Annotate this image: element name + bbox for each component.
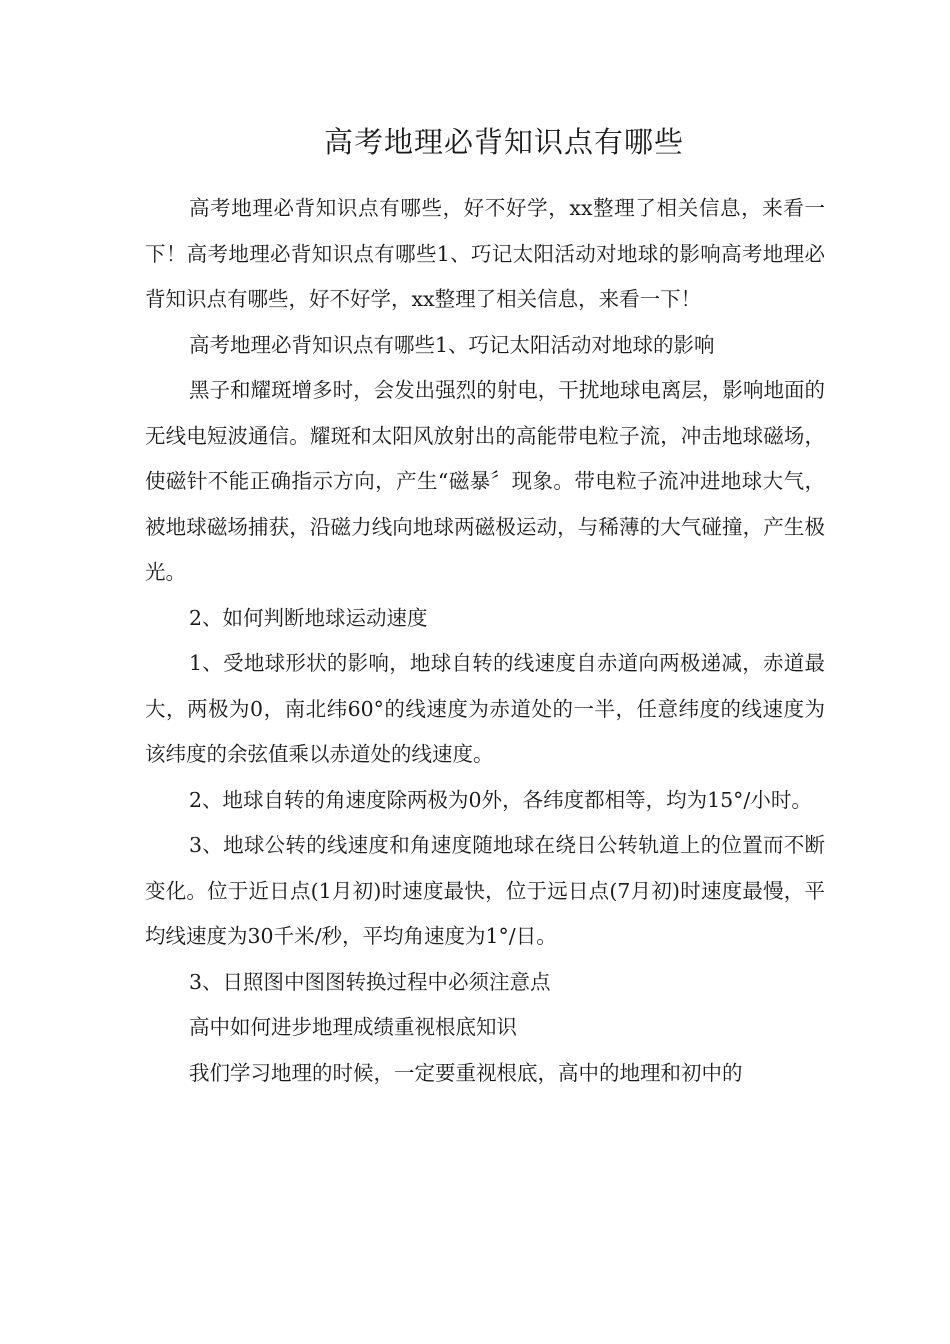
paragraph-basics-text: 我们学习地理的时候，一定要重视根底，高中的地理和初中的 bbox=[189, 1060, 743, 1085]
paragraph-subheading-basics: 高中如何进步地理成绩重视根底知识 bbox=[189, 1015, 517, 1039]
paragraph-section-3-heading: 3、日照图中图图转换过程中必须注意点 bbox=[189, 969, 551, 994]
paragraph-solar-activity: 黑子和耀斑增多时，会发出强烈的射电，干扰地球电离层，影响地面的无线电短波通信。耀斑和太阳风放射出的高能带电粒子流，冲击地球磁场，使磁针不能正确指示方向，产生“磁暴〞现象。带电粒子流冲进地球大气，被地球磁场捕获，沿磁力线向地球两磁极运动，与稀薄的大气碰撞，产生极光。 bbox=[145, 378, 825, 584]
paragraph-rotation-angular-speed: 2、地球自转的角速度除两极为0外，各纬度都相等，均为15°/小时。 bbox=[189, 787, 812, 812]
paragraph-section-1-heading: 高考地理必背知识点有哪些1、巧记太阳活动对地球的影响 bbox=[189, 332, 715, 357]
paragraph-revolution-speed: 3、地球公转的线速度和角速度随地球在绕日公转轨道上的位置而不断变化。位于近日点(1月初)时速度最快，位于远日点(7月初)时速度最慢，平均线速度为30千米/秒，平均角速度为1°/日。 bbox=[145, 833, 825, 948]
document-title: 高考地理必背知识点有哪些 bbox=[323, 125, 684, 159]
paragraph-intro: 高考地理必背知识点有哪些，好不好学，xx整理了相关信息，来看一下！高考地理必背知识点有哪些1、巧记太阳活动对地球的影响高考地理必背知识点有哪些，好不好学，xx整理了相关信息，来看一下！ bbox=[145, 196, 825, 311]
paragraph-rotation-linear-speed: 1、受地球形状的影响，地球自转的线速度自赤道向两极递减，赤道最大，两极为0，南北纬60°的线速度为赤道处的一半，任意纬度的线速度为该纬度的余弦值乘以赤道处的线速度。 bbox=[145, 651, 825, 766]
paragraph-section-2-heading: 2、如何判断地球运动速度 bbox=[189, 605, 428, 630]
document-page bbox=[145, 112, 825, 1096]
